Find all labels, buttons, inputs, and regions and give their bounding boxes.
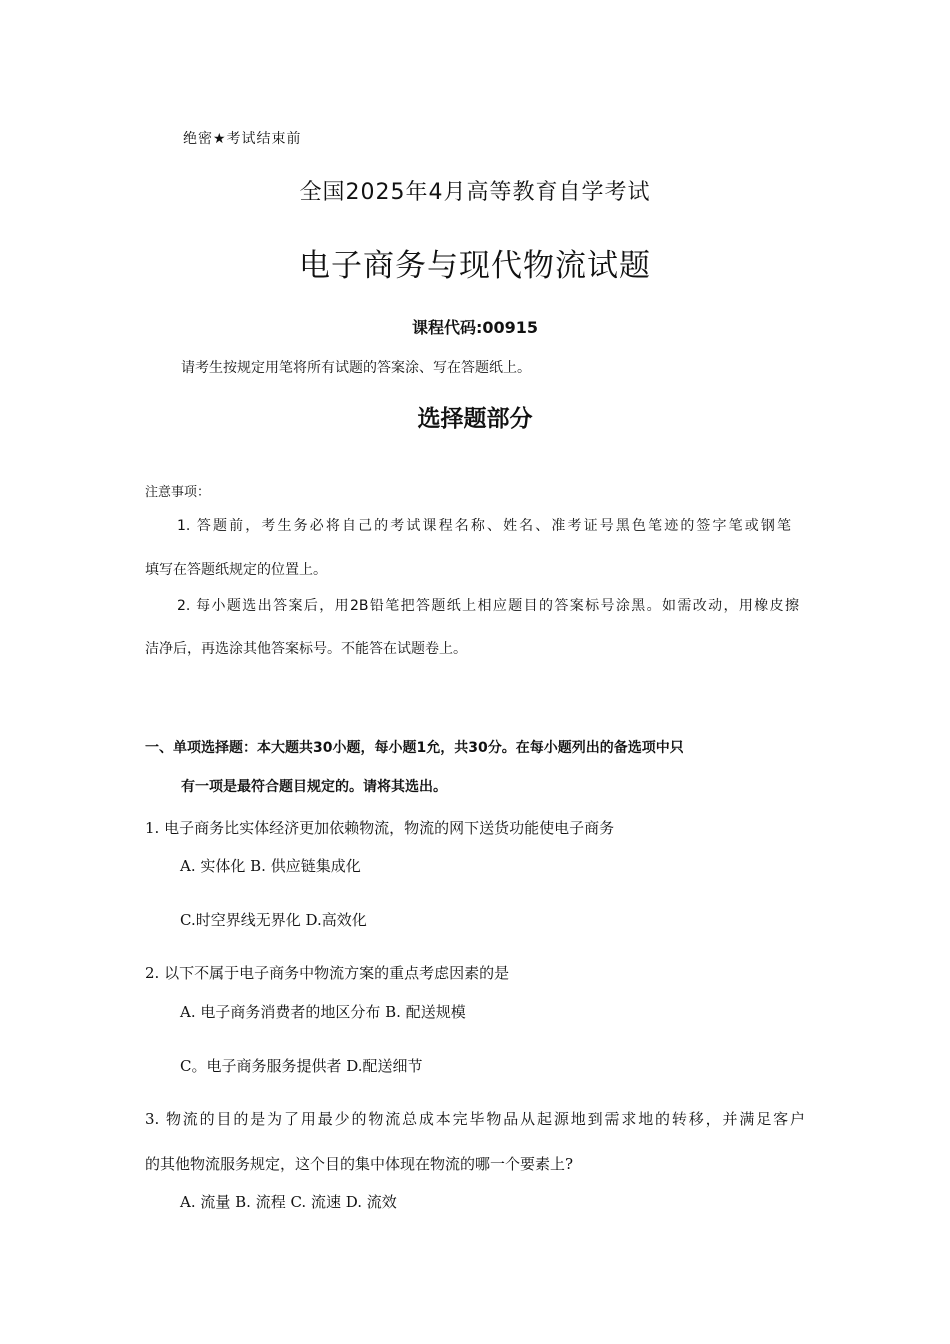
question-2-stem: 2. 以下不属于电子商务中物流方案的重点考虑因素的是 xyxy=(145,964,510,982)
confidential-label: 绝密★考试结束前 xyxy=(183,131,302,147)
exam-title: 全国2025年4月高等教育自学考试 xyxy=(299,180,651,205)
question-1-options-line-1: A. 实体化 B. 供应链集成化 xyxy=(180,857,361,875)
question-2-options-line-1: A. 电子商务消费者的地区分布 B. 配送规模 xyxy=(180,1003,466,1021)
course-code: 课程代码:00915 xyxy=(411,318,539,337)
notes-heading: 注意事项： xyxy=(145,485,211,500)
note-item-2-line-2: 洁净后，再选涂其他答案标号。不能答在试题卷上。 xyxy=(145,641,467,657)
question-3-options-line-1: A. 流量 B. 流程 C. 流速 D. 流效 xyxy=(180,1193,397,1211)
note-item-1-line-1: 1. 答题前，考生务必将自己的考试课程名称、姓名、准考证号黑色笔迹的签字笔或钢笔 xyxy=(177,518,791,534)
question-3-stem-line-1: 3. 物流的目的是为了用最少的物流总成本完毕物品从起源地到需求地的转移，并满足客户 xyxy=(145,1110,805,1128)
question-1-stem: 1. 电子商务比实体经济更加依赖物流，物流的网下送货功能使电子商务 xyxy=(145,819,615,837)
question-3-stem-line-2: 的其他物流服务规定，这个目的集中体现在物流的哪一个要素上? xyxy=(145,1155,574,1173)
note-item-2-line-1: 2. 每小题选出答案后，用2B铅笔把答题纸上相应题目的答案标号涂黑。如需改动，用橡皮擦 xyxy=(177,598,799,614)
exam-instruction: 请考生按规定用笔将所有试题的答案涂、写在答题纸上。 xyxy=(181,360,531,376)
question-2-options-line-2: C。电子商务服务提供者 D.配送细节 xyxy=(180,1057,423,1075)
paper-title: 电子商务与现代物流试题 xyxy=(299,248,651,284)
note-item-1-line-2: 填写在答题纸规定的位置上。 xyxy=(145,562,327,578)
section-title: 选择题部分 xyxy=(417,406,533,432)
part-one-heading-line-2: 有一项是最符合题目规定的。请将其选出。 xyxy=(181,779,447,795)
part-one-heading-line-1: 一、单项选择题：本大题共30小题，每小题1允，共30分。在每小题列出的备选项中只 xyxy=(145,740,684,756)
question-1-options-line-2: C.时空界线无界化 D.高效化 xyxy=(180,911,367,929)
